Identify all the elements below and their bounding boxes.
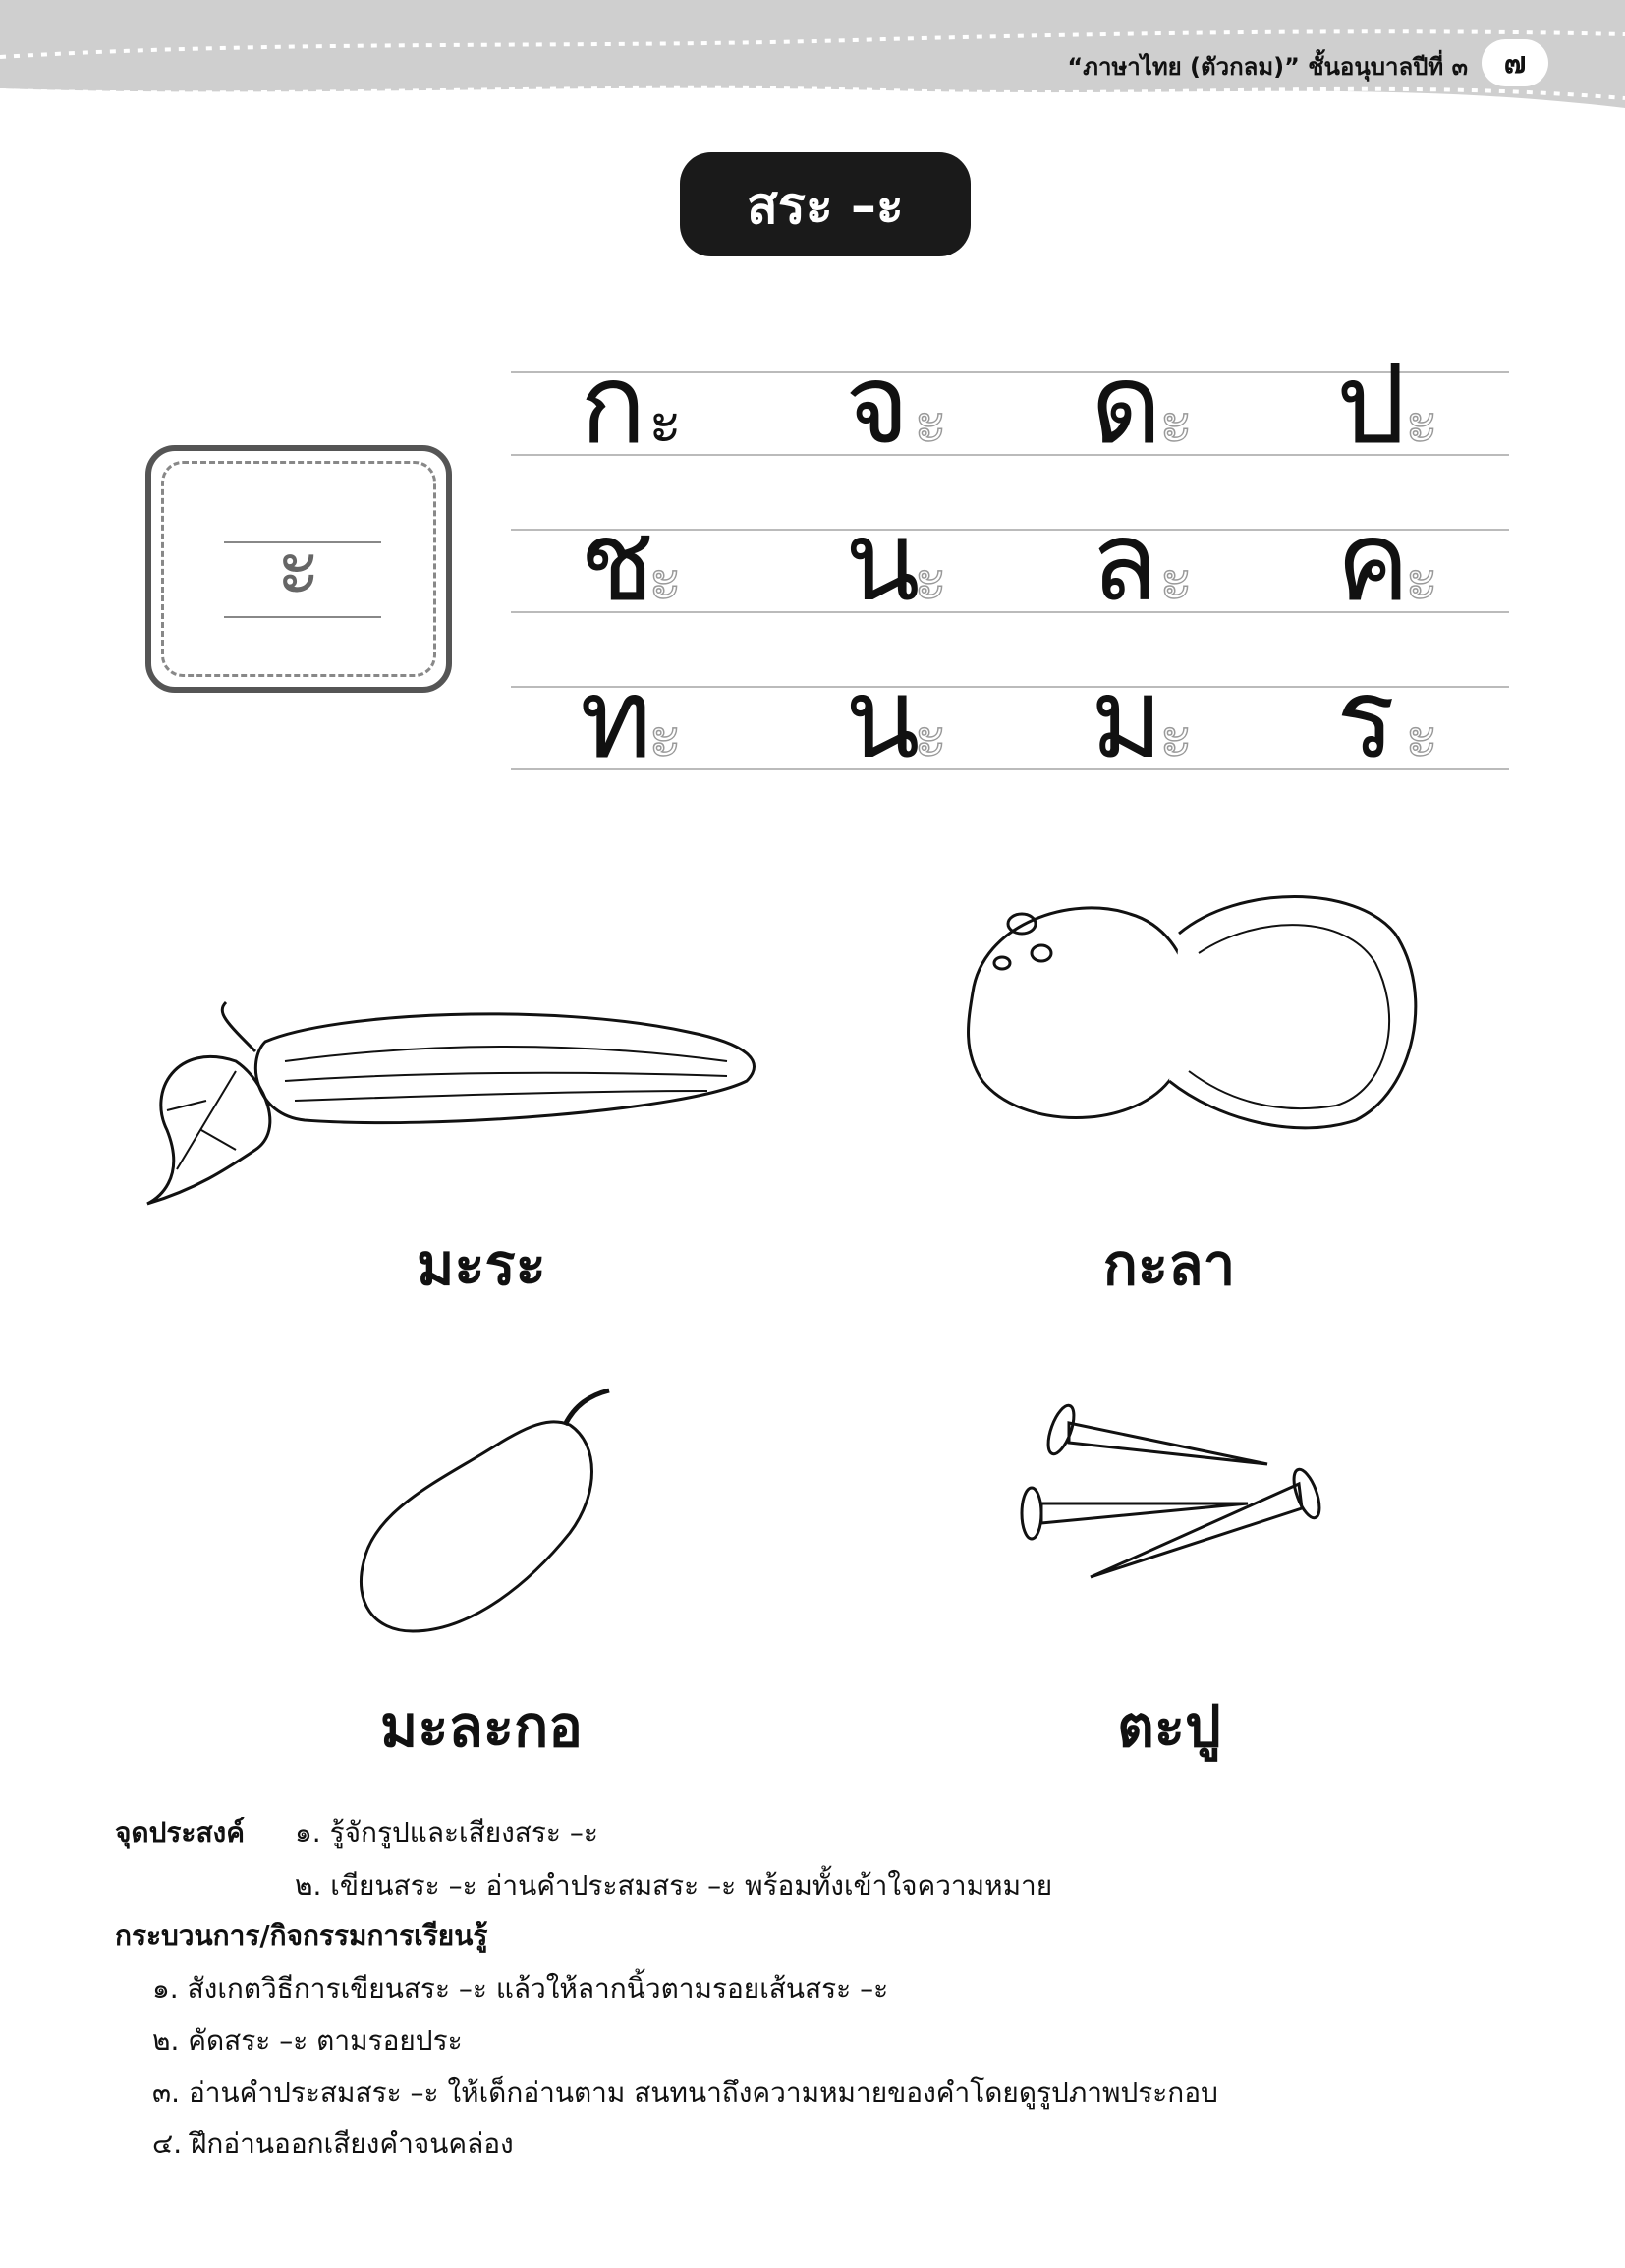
book-title: “ภาษาไทย (ตัวกลม)” ชั้นอนุบาลปีที่ ๓ bbox=[1067, 53, 1468, 81]
consonant: จ bbox=[845, 341, 910, 469]
process-step: ๓. อ่านคำประสมสระ –ะ ให้เด็กอ่านตาม สนทนาถึงความหมายของคำโดยดูรูปภาพประกอบ bbox=[152, 2076, 1218, 2109]
vowel-dotted: ะ bbox=[648, 543, 683, 616]
trace-cell[interactable] bbox=[1267, 341, 1503, 469]
trace-cell[interactable] bbox=[1022, 655, 1258, 783]
page-number: ๗ bbox=[1482, 39, 1548, 86]
vowel-dotted: ะ bbox=[1159, 701, 1194, 773]
word-coconut-shell: กะลา bbox=[1102, 1231, 1236, 1298]
vowel-dotted: ะ bbox=[914, 386, 948, 459]
trace-row bbox=[511, 655, 1509, 783]
vowel-dotted: ะ bbox=[914, 543, 948, 616]
process-step: ๔. ฝึกอ่านออกเสียงคำจนคล่อง bbox=[152, 2127, 514, 2160]
vowel-dotted: ะ bbox=[1405, 543, 1439, 616]
vowel-dotted: ะ bbox=[1159, 543, 1194, 616]
bitter-gourd-icon bbox=[138, 983, 766, 1219]
word-bitter-gourd: มะระ bbox=[417, 1231, 546, 1298]
papaya-icon bbox=[354, 1386, 629, 1641]
trace-cell[interactable] bbox=[1022, 341, 1258, 469]
vowel-dotted: ะ bbox=[1159, 386, 1194, 459]
process-label: กระบวนการ/กิจกรรมการเรียนรู้ bbox=[115, 1919, 488, 1952]
process-step: ๒. คัดสระ –ะ ตามรอยประ bbox=[152, 2024, 463, 2057]
consonant: น bbox=[845, 498, 921, 626]
vowel-model-box bbox=[145, 445, 452, 693]
nails-icon bbox=[1012, 1386, 1336, 1582]
consonant: ป bbox=[1336, 341, 1407, 469]
objective-item: ๑. รู้จักรูปและเสียงสระ –ะ bbox=[295, 1816, 598, 1848]
consonant: ก bbox=[580, 341, 646, 469]
vowel-glyph: ะ bbox=[275, 517, 322, 615]
trace-cell[interactable] bbox=[776, 341, 1012, 469]
trace-row bbox=[511, 498, 1509, 626]
trace-cell[interactable] bbox=[1022, 498, 1258, 626]
tracing-grid bbox=[511, 341, 1509, 783]
objective-item: ๒. เขียนสระ –ะ อ่านคำประสมสระ –ะ พร้อมทั้งเข้าใจความหมาย bbox=[295, 1869, 1053, 1901]
consonant: ค bbox=[1336, 498, 1410, 626]
trace-cell[interactable] bbox=[776, 655, 1012, 783]
vowel-dotted: ะ bbox=[1405, 386, 1439, 459]
trace-cell[interactable] bbox=[511, 655, 747, 783]
consonant: ล bbox=[1091, 498, 1158, 626]
trace-cell[interactable] bbox=[511, 498, 747, 626]
trace-row bbox=[511, 341, 1509, 469]
trace-cell[interactable] bbox=[1267, 498, 1503, 626]
trace-cell[interactable] bbox=[511, 341, 747, 469]
consonant: ร bbox=[1336, 655, 1396, 783]
guide-line-bottom bbox=[224, 616, 381, 618]
trace-cell[interactable] bbox=[776, 498, 1012, 626]
word-papaya: มะละกอ bbox=[379, 1693, 584, 1760]
consonant: ด bbox=[1091, 341, 1162, 469]
process-step: ๑. สังเกตวิธีการเขียนสระ –ะ แล้วให้ลากนิ้วตามรอยเส้นสระ –ะ bbox=[152, 1972, 889, 2005]
consonant: ม bbox=[1091, 655, 1163, 783]
vowel-dotted: ะ bbox=[1405, 701, 1439, 773]
trace-cell[interactable] bbox=[1267, 655, 1503, 783]
consonant: ช bbox=[580, 498, 655, 626]
consonant: น bbox=[845, 655, 921, 783]
vowel-dotted: ะ bbox=[648, 701, 683, 773]
word-nails: ตะปู bbox=[1117, 1693, 1221, 1760]
vowel-solid: ะ bbox=[648, 386, 683, 459]
consonant: ท bbox=[580, 655, 652, 783]
vowel-dotted: ะ bbox=[914, 701, 948, 773]
objective-label: จุดประสงค์ bbox=[115, 1816, 245, 1848]
lesson-title: สระ –ะ bbox=[680, 152, 971, 256]
coconut-shell-icon bbox=[943, 875, 1434, 1140]
